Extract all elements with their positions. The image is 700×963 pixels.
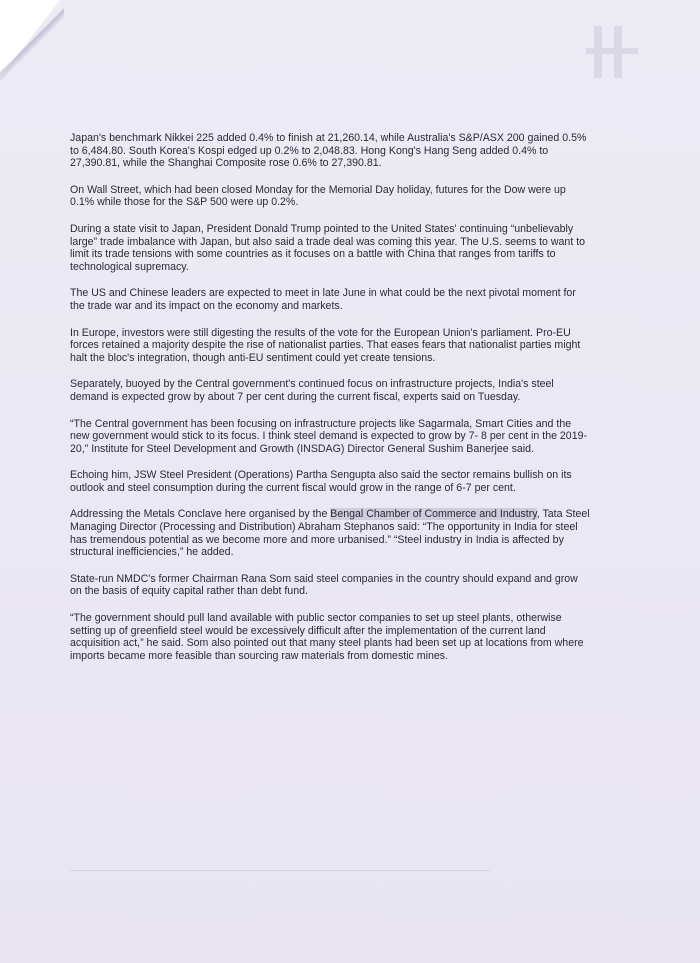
paragraph-steel-demand: Separately, buoyed by the Central government's continued focus on infrastructure projects, India's steel demand is expected grow by about 7 per cent during the current fiscal, experts said on Tuesday. — [70, 378, 554, 403]
paragraph-asia-markets: Japan's benchmark Nikkei 225 added 0.4% to finish at 21,260.14, while Australia's S&P/ASX 200 gained 0.5% to 6,484.80. South Korea's Kospi edged up 0.2% to 2,048.83. Hong Kong's Hang Seng added 0.4% to 27,390.81, while the Shanghai Composite rose 0.6% to 27,390.81. — [70, 132, 587, 170]
metals-text-before: Addressing the Metals Conclave here organised by the — [70, 508, 331, 521]
paragraph-land-acquisition: “The government should pull land available with public sector companies to set up steel plants, otherwise setting up of greenfield steel would be excessively difficult after the implementation of the current land acquisition act,” he said. Som also pointed out that many steel plants had been set up at locations from where imports became more feasible than sourcing raw materials from domestic mines. — [70, 612, 584, 662]
metals-text-after: , Tata Steel Managing Director (Processing and Distribution) Abraham Stephanos said: “The opportunity in India for steel has tremendous potential as we become more and more urbanised.” “Steel industry in India is affected by structural inefficiencies,” he added. — [70, 508, 590, 559]
bleed-through-footer-divider — [70, 870, 490, 871]
paragraph-insdag-quote: “The Central government has been focusing on infrastructure projects like Sagarmala, Smart Cities and the new government would stick to its focus. I think steel demand is expected to grow by 7- 8 per cent in the 2019-20,” Institute for Steel Development and Growth (INSDAG) Director General Sushim Banerjee said. — [70, 417, 588, 455]
paragraph-europe: In Europe, investors were still digesting the results of the vote for the European Union's parliament. Pro-EU forces retained a majority despite the rise of nationalist parties. That eases fears that nationalist parties might halt the bloc's integration, though anti-EU sentiment could yet create tensions. — [70, 326, 581, 364]
paragraph-nmdc: State-run NMDC's former Chairman Rana Som said steel companies in the country should expand and grow on the basis of equity capital rather than debt fund. — [70, 572, 578, 598]
paragraph-wall-street: On Wall Street, which had been closed Monday for the Memorial Day holiday, futures for the Dow were up 0.1% while those for the S&P 500 were up 0.2%. — [70, 183, 566, 209]
paragraph-metals-conclave — [70, 508, 590, 558]
paragraph-us-china: The US and Chinese leaders are expected to meet in late June in what could be the next pivotal moment for the trade war and its impact on the economy and markets. — [70, 287, 576, 312]
highlighted-organization: Bengal Chamber of Commerce and Industry — [330, 508, 537, 521]
paragraph-jsw-steel: Echoing him, JSW Steel President (Operations) Partha Sengupta also said the sector remains bullish on its outlook and steel consumption during the current fiscal would grow in the range of 6-7 per cent. — [70, 469, 572, 494]
bleed-through-logo-icon — [584, 22, 640, 82]
paragraph-trump-japan: During a state visit to Japan, President Donald Trump pointed to the United States' continuing “unbelievably large” trade imbalance with Japan, but also said a trade deal was coming this year. The U.S. seems to want to limit its trade tensions with some countries as it focuses on a battle with China that ranges from tariffs to technological supremacy. — [70, 222, 586, 273]
article-body — [70, 132, 590, 676]
folded-corner-shadow — [0, 0, 64, 84]
